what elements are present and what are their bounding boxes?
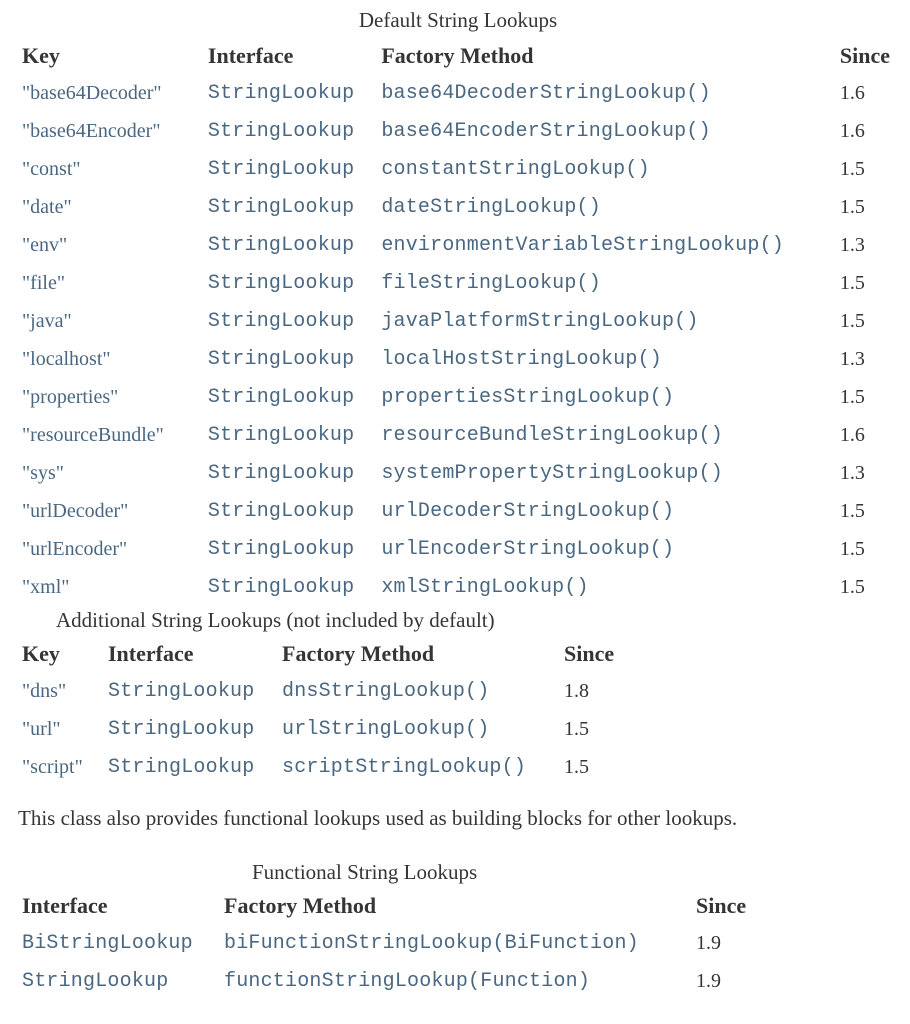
- table-row: [18, 188, 898, 226]
- table-row: [18, 962, 754, 1000]
- lookup-key-link[interactable]: "urlDecoder": [22, 499, 129, 522]
- since-version: 1.9: [696, 931, 721, 954]
- table-row: [18, 378, 898, 416]
- factory-method-link[interactable]: fileStringLookup(): [381, 271, 601, 295]
- factory-method-link[interactable]: functionStringLookup(Function): [224, 969, 591, 993]
- interface-link[interactable]: StringLookup: [207, 499, 355, 523]
- interface-link[interactable]: StringLookup: [207, 157, 355, 181]
- interface-link[interactable]: StringLookup: [108, 679, 255, 703]
- lookup-key-link[interactable]: "date": [22, 195, 72, 218]
- since-version: 1.3: [839, 461, 865, 484]
- factory-method-link[interactable]: constantStringLookup(): [381, 157, 650, 181]
- interface-link[interactable]: StringLookup: [207, 347, 355, 371]
- lookup-key-link[interactable]: "properties": [22, 385, 119, 408]
- interface-link[interactable]: StringLookup: [207, 537, 355, 561]
- interface-link[interactable]: StringLookup: [108, 755, 255, 779]
- lookup-key-link[interactable]: "urlEncoder": [22, 537, 128, 560]
- table-row: [18, 710, 622, 748]
- factory-method-link[interactable]: biFunctionStringLookup(BiFunction): [224, 931, 639, 955]
- factory-method-link[interactable]: javaPlatformStringLookup(): [381, 309, 699, 333]
- interface-link[interactable]: StringLookup: [207, 309, 355, 333]
- table-caption: Functional String Lookups: [252, 860, 478, 884]
- lookup-key-link[interactable]: "java": [22, 309, 72, 332]
- interface-link[interactable]: StringLookup: [22, 969, 169, 993]
- table-caption: Default String Lookups: [358, 8, 558, 32]
- interface-link[interactable]: StringLookup: [207, 119, 355, 143]
- lookup-key-link[interactable]: "base64Decoder": [22, 81, 162, 104]
- column-header-interface: Interface: [22, 893, 108, 918]
- functional-lookups-note: This class also provides functional lookups used as building blocks for other lookups.: [18, 806, 738, 830]
- since-version: 1.5: [839, 157, 865, 180]
- interface-link[interactable]: StringLookup: [108, 717, 255, 741]
- factory-method-link[interactable]: urlDecoderStringLookup(): [381, 499, 675, 523]
- since-version: 1.5: [839, 499, 865, 522]
- since-version: 1.9: [696, 969, 721, 992]
- interface-link[interactable]: StringLookup: [207, 385, 355, 409]
- factory-method-link[interactable]: localHostStringLookup(): [381, 347, 662, 371]
- interface-link[interactable]: StringLookup: [207, 461, 355, 485]
- since-version: 1.5: [839, 195, 865, 218]
- column-header-interface: Interface: [207, 43, 294, 68]
- factory-method-link[interactable]: urlEncoderStringLookup(): [381, 537, 675, 561]
- factory-method-link[interactable]: xmlStringLookup(): [381, 575, 589, 599]
- table-row: [18, 264, 898, 302]
- column-header-interface: Interface: [108, 641, 194, 666]
- column-header-factory-method: Factory Method: [224, 893, 377, 918]
- factory-method-link[interactable]: scriptStringLookup(): [282, 755, 527, 779]
- column-header-factory-method: Factory Method: [381, 43, 534, 68]
- factory-method-link[interactable]: propertiesStringLookup(): [381, 385, 675, 409]
- interface-link[interactable]: StringLookup: [207, 423, 355, 447]
- interface-link[interactable]: StringLookup: [207, 271, 355, 295]
- interface-link[interactable]: StringLookup: [207, 233, 355, 257]
- since-version: 1.6: [839, 423, 865, 446]
- since-version: 1.6: [839, 119, 865, 142]
- factory-method-link[interactable]: systemPropertyStringLookup(): [381, 461, 723, 485]
- interface-link[interactable]: BiStringLookup: [22, 931, 193, 955]
- factory-method-link[interactable]: dnsStringLookup(): [282, 679, 490, 703]
- lookup-key-link[interactable]: "const": [22, 157, 81, 180]
- lookup-key-link[interactable]: "env": [22, 233, 68, 256]
- since-version: 1.5: [564, 755, 589, 778]
- additional-lookups-table: [18, 606, 622, 786]
- lookup-key-link[interactable]: "resourceBundle": [22, 423, 164, 446]
- table-header-row: [18, 38, 898, 74]
- since-version: 1.8: [564, 679, 589, 702]
- lookup-key-link[interactable]: "sys": [22, 461, 64, 484]
- table-row: [18, 112, 898, 150]
- default-lookups-table: [18, 0, 898, 606]
- column-header-factory-method: Factory Method: [282, 641, 435, 666]
- factory-method-link[interactable]: base64DecoderStringLookup(): [381, 81, 711, 105]
- lookup-key-link[interactable]: "script": [22, 755, 83, 778]
- functional-lookups-table: [18, 852, 754, 1000]
- column-header-since: Since: [839, 43, 890, 68]
- interface-link[interactable]: StringLookup: [207, 195, 355, 219]
- table-row: [18, 150, 898, 188]
- table-row: [18, 454, 898, 492]
- table-row: [18, 340, 898, 378]
- since-version: 1.5: [839, 309, 865, 332]
- since-version: 1.5: [839, 575, 865, 598]
- since-version: 1.3: [839, 233, 865, 256]
- since-version: 1.5: [839, 271, 865, 294]
- table-caption: Additional String Lookups (not included by default): [56, 608, 495, 632]
- since-version: 1.5: [839, 537, 865, 560]
- since-version: 1.5: [564, 717, 589, 740]
- table-row: [18, 416, 898, 454]
- table-row: [18, 74, 898, 112]
- lookup-key-link[interactable]: "file": [22, 271, 65, 294]
- lookup-key-link[interactable]: "dns": [22, 679, 67, 702]
- table-header-row: [18, 636, 622, 672]
- since-version: 1.6: [839, 81, 865, 104]
- interface-link[interactable]: StringLookup: [207, 575, 355, 599]
- table-row: [18, 226, 898, 264]
- interface-link[interactable]: StringLookup: [207, 81, 355, 105]
- table-header-row: [18, 888, 754, 924]
- lookup-key-link[interactable]: "base64Encoder": [22, 119, 161, 142]
- table-row: [18, 302, 898, 340]
- column-header-since: Since: [564, 641, 615, 666]
- lookup-key-link[interactable]: "localhost": [22, 347, 111, 370]
- factory-method-link[interactable]: base64EncoderStringLookup(): [381, 119, 711, 143]
- table-row: [18, 924, 754, 962]
- column-header-key: Key: [22, 43, 60, 68]
- factory-method-link[interactable]: dateStringLookup(): [381, 195, 601, 219]
- factory-method-link[interactable]: environmentVariableStringLookup(): [381, 233, 784, 257]
- lookup-key-link[interactable]: "xml": [22, 575, 70, 598]
- table-row: [18, 672, 622, 710]
- column-header-since: Since: [696, 893, 747, 918]
- lookup-key-link[interactable]: "url": [22, 717, 61, 740]
- since-version: 1.5: [839, 385, 865, 408]
- table-row: [18, 530, 898, 568]
- column-header-key: Key: [22, 641, 60, 666]
- table-row: [18, 492, 898, 530]
- since-version: 1.3: [839, 347, 865, 370]
- table-row: [18, 568, 898, 606]
- table-row: [18, 748, 622, 786]
- factory-method-link[interactable]: resourceBundleStringLookup(): [381, 423, 723, 447]
- factory-method-link[interactable]: urlStringLookup(): [282, 717, 490, 741]
